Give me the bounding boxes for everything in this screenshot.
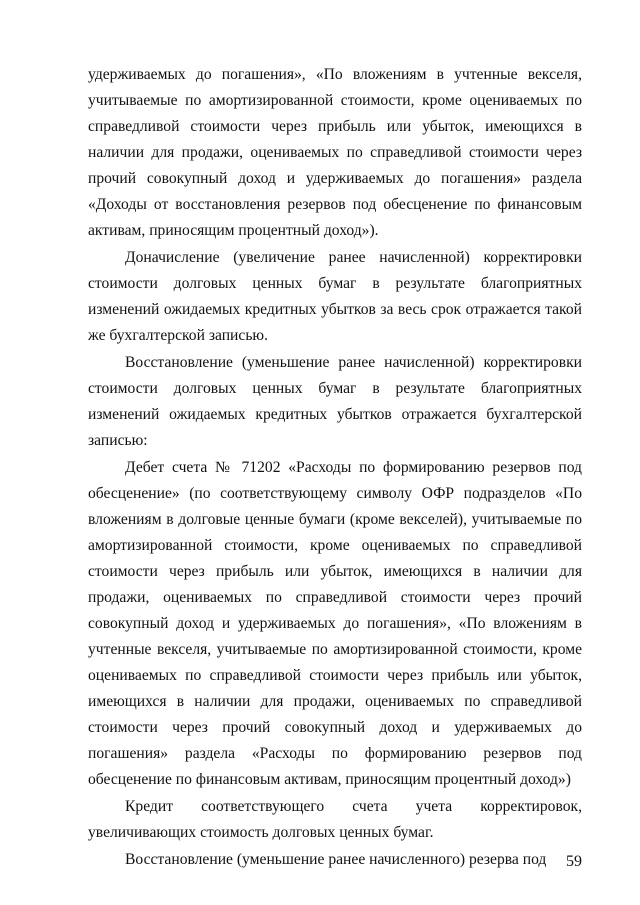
body-text <box>88 62 582 874</box>
paragraph-5: Кредит соответствующего счета учета корректировок, увеличивающих стоимость долговых ценных бумаг. <box>88 798 582 841</box>
paragraph-2: Доначисление (увеличение ранее начисленной) корректировки стоимости долговых ценных бумаг в результате благоприятных изменений ожидаемых кредитных убытков за весь срок отражается такой же бухгалтерской записью. <box>88 249 582 344</box>
page-number: 59 <box>566 853 582 870</box>
paragraph-3: Восстановление (уменьшение ранее начисленной) корректировки стоимости долговых ценных бумаг в результате благоприятных изменений ожидаемых кредитных убытков отражается бухгалтерской записью: <box>88 354 582 449</box>
paragraph-1: удерживаемых до погашения», «По вложениям в учтенные векселя, учитываемые по амортизированной стоимости, кроме оцениваемых по справедливой стоимости через прибыль или убыток, имеющихся в наличии для продажи, оцениваемых по справедливой стоимости через прочий совокупный доход и удерживаемых до погашения» раздела «Доходы от восстановления резервов под обесценение по финансовым активам, приносящим процентный доход»). <box>88 66 582 239</box>
paragraph-6: Восстановление (уменьшение ранее начисленного) резерва под <box>125 851 547 868</box>
paragraph-4: Дебет счета № 71202 «Расходы по формированию резервов под обесценение» (по соответствующему символу ОФР подразделов «По вложениям в долговые ценные бумаги (кроме векселей), учитываемые по амортизированной стоимости, кроме оцениваемых по справедливой стоимости через прибыль или убыток, имеющихся в наличии для продажи, оцениваемых по справедливой стоимости через прочий совокупный доход и удерживаемых до погашения», «По вложениям в учтенные векселя, учитываемые по амортизированной стоимости, кроме оцениваемых по справедливой стоимости через прибыль или убыток, имеющихся в наличии для продажи, оцениваемых по справедливой стоимости через прочий совокупный доход и удерживаемых до погашения» раздела «Расходы по формированию резервов под обесценение по финансовым активам, приносящим процентный доход») <box>88 459 582 788</box>
